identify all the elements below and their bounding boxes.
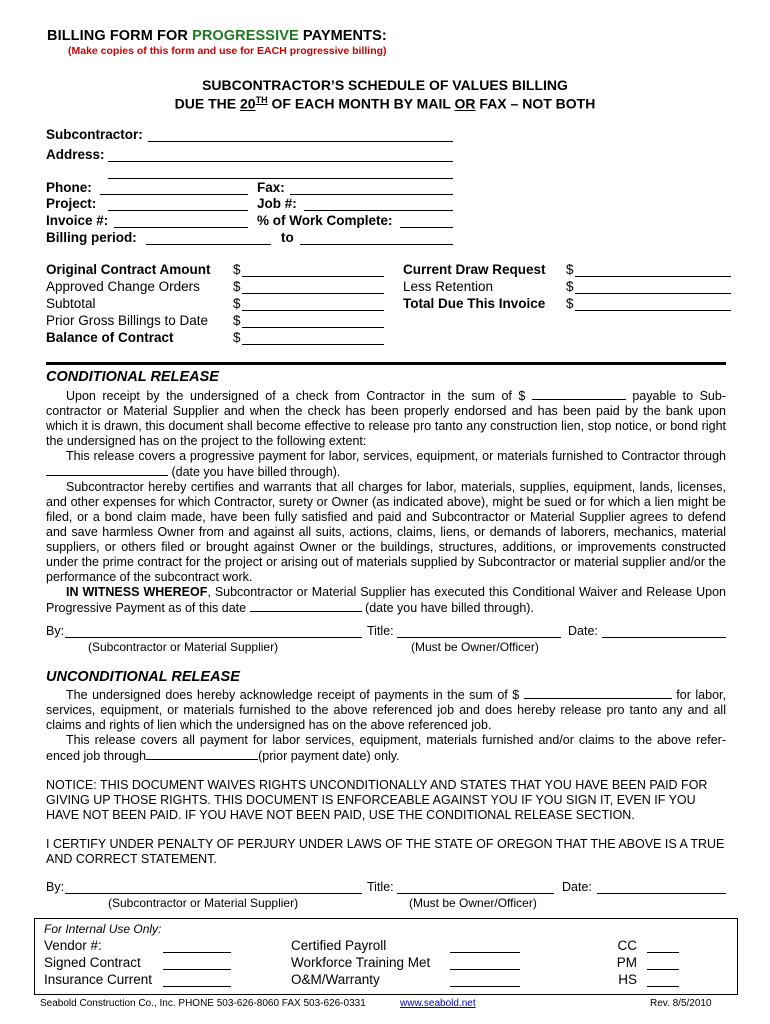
work-complete-field[interactable] xyxy=(400,213,453,228)
prior-billings-field[interactable] xyxy=(242,313,384,328)
dollar-sign: $ xyxy=(233,262,241,277)
billed-through-date-field[interactable] xyxy=(46,464,168,476)
amount-row xyxy=(46,262,391,279)
due-text: OF EACH MONTH BY MAIL xyxy=(267,95,455,112)
hs-field[interactable] xyxy=(647,972,679,987)
om-warranty-label: O&M/Warranty xyxy=(291,972,380,987)
insurance-current-label: Insurance Current xyxy=(44,972,153,987)
subcontractor-label: Subcontractor: xyxy=(46,127,143,142)
unconditional-paragraph-2 xyxy=(46,733,726,764)
conditional-paragraph-4 xyxy=(46,585,726,616)
by-label: By: xyxy=(46,624,65,638)
unconditional-date-field[interactable] xyxy=(597,880,726,894)
project-label: Project: xyxy=(46,196,97,211)
text: This release covers a progressive payment for labor, services, equipment, or materials furnished to Contractor through xyxy=(66,449,726,463)
hs-label: HS xyxy=(618,972,637,987)
section-divider xyxy=(46,362,726,365)
internal-use-heading: For Internal Use Only: xyxy=(44,922,162,936)
title-caption: (Must be Owner/Officer) xyxy=(411,640,539,654)
fax-field[interactable] xyxy=(290,180,453,195)
date-label: Date: xyxy=(568,624,598,638)
unconditional-signature-field[interactable] xyxy=(65,880,362,894)
conditional-paragraph-2 xyxy=(46,449,726,480)
amount-label: Prior Gross Billings to Date xyxy=(46,313,209,328)
amounts-left xyxy=(46,262,391,347)
fax-label: Fax: xyxy=(257,180,285,195)
pm-field[interactable] xyxy=(647,955,679,970)
phone-field[interactable] xyxy=(100,180,248,195)
text: for labor, services, equipment, or materials furnished to the above referenced job and does hereby release pro tanto any and all claims and rights of lien which the undersigned has on the above referenced job. xyxy=(46,688,726,732)
text: (date you have billed through). xyxy=(168,465,341,479)
conditional-date-field[interactable] xyxy=(602,624,726,638)
amount-label: Balance of Contract xyxy=(46,330,174,345)
website-link[interactable]: www.seabold.net xyxy=(400,998,476,1009)
amount-label: Current Draw Request xyxy=(403,262,546,277)
date-label: Date: xyxy=(562,880,592,894)
address-label: Address: xyxy=(46,147,105,162)
dollar-sign: $ xyxy=(233,313,241,328)
schedule-title: SUBCONTRACTOR’S SCHEDULE OF VALUES BILLING xyxy=(202,77,568,93)
amount-row xyxy=(46,279,391,296)
due-day: 20 xyxy=(240,95,256,112)
by-label: By: xyxy=(46,880,65,894)
work-complete-label: % of Work Complete: xyxy=(257,213,393,228)
text: , Subcontractor or Material Supplier has executed this Conditional Waiver and Release Upon Progressive Payment as of this date xyxy=(46,585,727,615)
insurance-current-field[interactable] xyxy=(163,972,231,987)
conditional-title-field[interactable] xyxy=(397,624,561,638)
job-field[interactable] xyxy=(304,196,453,211)
amount-label: Original Contract Amount xyxy=(46,262,211,277)
phone-label: Phone: xyxy=(46,180,92,195)
dollar-sign: $ xyxy=(566,279,574,294)
dollar-sign: $ xyxy=(566,262,574,277)
witness-date-field[interactable] xyxy=(250,600,362,612)
signed-contract-label: Signed Contract xyxy=(44,955,141,970)
conditional-paragraph-3: Subcontractor hereby certifies and warrants that all charges for labor, materials, supplies, equipment, lands, licenses, and other expenses for which Contractor, surety or Owner (as indicated above), might be sued or for which a lien might be filed, or a bond claim made, have been fully satisfied and paid and Subcontractor or Material Supplier agrees to defend and save harmless Owner from and against all suits, actions, claims, liens, or demands of laborers, mechanics, material suppliers, or others filed or brought against Owner or the buildings, structures, additions, or improvements constructed under the prime contract for the project or arising out of materials supplied by Subcontractor or material supplier and/or the performance of the subcontract work. xyxy=(46,480,726,584)
text: payable to Sub-contractor or Material Supplier and when the check has been properly endorsed and has been paid by the bank upon which it is drawn, this document shall become effective to release pro tanto any construction lien, stop notice, or bond right the undersigned has on the project to the following extent: xyxy=(46,389,726,448)
check-sum-field[interactable] xyxy=(532,388,626,400)
vendor-label: Vendor #: xyxy=(44,938,102,953)
text: (prior payment date) only. xyxy=(258,749,400,763)
internal-use-box xyxy=(34,918,738,995)
certified-payroll-label: Certified Payroll xyxy=(291,938,387,953)
dollar-sign: $ xyxy=(233,330,241,345)
dollar-sign: $ xyxy=(233,279,241,294)
address-field-line2[interactable] xyxy=(108,164,453,179)
om-warranty-field[interactable] xyxy=(450,972,520,987)
dollar-sign: $ xyxy=(566,296,574,311)
subcontractor-field[interactable] xyxy=(148,127,453,142)
due-suffix: TH xyxy=(255,95,268,105)
title-caption: (Must be Owner/Officer) xyxy=(409,896,537,910)
billing-period-to-field[interactable] xyxy=(300,230,453,245)
form-title-highlight: PROGRESSIVE xyxy=(192,28,299,44)
invoice-label: Invoice #: xyxy=(46,213,109,228)
internal-col-3 xyxy=(607,937,637,988)
billing-period-label: Billing period: xyxy=(46,230,137,245)
amount-row xyxy=(403,279,733,296)
project-field[interactable] xyxy=(108,196,248,211)
waiver-notice: NOTICE: THIS DOCUMENT WAIVES RIGHTS UNCONDITIONALLY AND STATES THAT YOU HAVE BEEN PAID FOR GIVING UP THOSE RIGHTS. THIS DOCUMENT IS ENFORCEABLE AGAINST YOU IF YOU SIGN IT, EVEN IF YOU HAVE NOT BEEN PAID. IF YOU HAVE NOT BEEN PAID, USE THE CONDITIONAL RELEASE SECTION. xyxy=(46,778,708,822)
due-or: OR xyxy=(454,95,476,112)
perjury-certification: I CERTIFY UNDER PENALTY OF PERJURY UNDER LAWS OF THE STATE OF OREGON THAT THE ABOVE IS A TRUE AND CORRECT STATEMENT. xyxy=(46,837,725,866)
due-date-note xyxy=(0,95,770,112)
job-label: Job #: xyxy=(257,196,297,211)
prior-payment-date-field[interactable] xyxy=(146,748,258,760)
dollar-sign: $ xyxy=(233,296,241,311)
pm-label: PM xyxy=(616,955,637,970)
internal-col-2 xyxy=(291,937,430,988)
signer-caption: (Subcontractor or Material Supplier) xyxy=(108,896,299,910)
current-draw-field[interactable] xyxy=(575,262,731,277)
workforce-training-field[interactable] xyxy=(450,955,520,970)
less-retention-field[interactable] xyxy=(575,279,731,294)
amount-label: Subtotal xyxy=(46,296,96,311)
change-orders-field[interactable] xyxy=(242,279,384,294)
invoice-field[interactable] xyxy=(114,213,248,228)
original-contract-amount-field[interactable] xyxy=(242,262,384,277)
amount-row xyxy=(403,262,733,279)
text: The undersigned does hereby acknowledge receipt of payments in the sum of $ xyxy=(66,688,524,702)
conditional-paragraph-1 xyxy=(46,388,726,449)
billing-period-from-field[interactable] xyxy=(146,230,271,245)
address-field-line1[interactable] xyxy=(108,147,453,162)
company-contact: Seabold Construction Co., Inc. PHONE 503-626-8060 FAX 503-626-0331 xyxy=(40,998,366,1009)
text: Upon receipt by the undersigned of a check from Contractor in the sum of $ xyxy=(66,389,532,403)
conditional-release-title: CONDITIONAL RELEASE xyxy=(46,369,219,385)
form-title-part: PAYMENTS: xyxy=(298,28,387,44)
signer-caption: (Subcontractor or Material Supplier) xyxy=(88,640,279,654)
due-text: FAX – NOT BOTH xyxy=(475,95,596,112)
title-label: Title: xyxy=(367,624,394,638)
unconditional-release-text xyxy=(46,687,726,867)
balance-of-contract-field[interactable] xyxy=(242,330,384,345)
conditional-release-text xyxy=(46,388,726,616)
witness-label: IN WITNESS WHEREOF xyxy=(66,585,208,599)
text: (date you have billed through). xyxy=(361,601,534,615)
amount-row xyxy=(403,296,733,313)
amount-label: Total Due This Invoice xyxy=(403,296,546,311)
subtotal-field[interactable] xyxy=(242,296,384,311)
amounts-right xyxy=(403,262,733,313)
conditional-signature-field[interactable] xyxy=(65,624,362,638)
due-text: DUE THE xyxy=(174,95,241,112)
amount-row xyxy=(46,296,391,313)
signed-contract-field[interactable] xyxy=(163,955,231,970)
amount-row xyxy=(46,330,391,347)
amount-label: Approved Change Orders xyxy=(46,279,200,294)
amount-row xyxy=(46,313,391,330)
unconditional-release-title: UNCONDITIONAL RELEASE xyxy=(46,669,240,685)
unconditional-paragraph-1 xyxy=(46,687,726,733)
title-label: Title: xyxy=(367,880,394,894)
internal-col-1 xyxy=(44,937,152,988)
cc-field[interactable] xyxy=(647,938,679,953)
billing-period-to-label: to xyxy=(281,230,294,245)
total-due-field[interactable] xyxy=(575,296,731,311)
cc-label: CC xyxy=(617,938,637,953)
revision-date: Rev. 8/5/2010 xyxy=(650,998,712,1009)
vendor-field[interactable] xyxy=(163,938,231,953)
copies-note: (Make copies of this form and use for EACH progressive billing) xyxy=(68,45,387,57)
workforce-training-label: Workforce Training Met xyxy=(291,955,431,970)
payment-sum-field[interactable] xyxy=(524,687,672,699)
form-title-part: BILLING FORM FOR xyxy=(47,28,193,44)
amount-label: Less Retention xyxy=(403,279,494,294)
form-title xyxy=(47,28,387,44)
unconditional-title-field[interactable] xyxy=(397,880,554,894)
certified-payroll-field[interactable] xyxy=(450,938,520,953)
text: This release covers all payment for labor services, equipment, materials furnished and/or claims to the above refer-enced job through xyxy=(46,733,726,763)
